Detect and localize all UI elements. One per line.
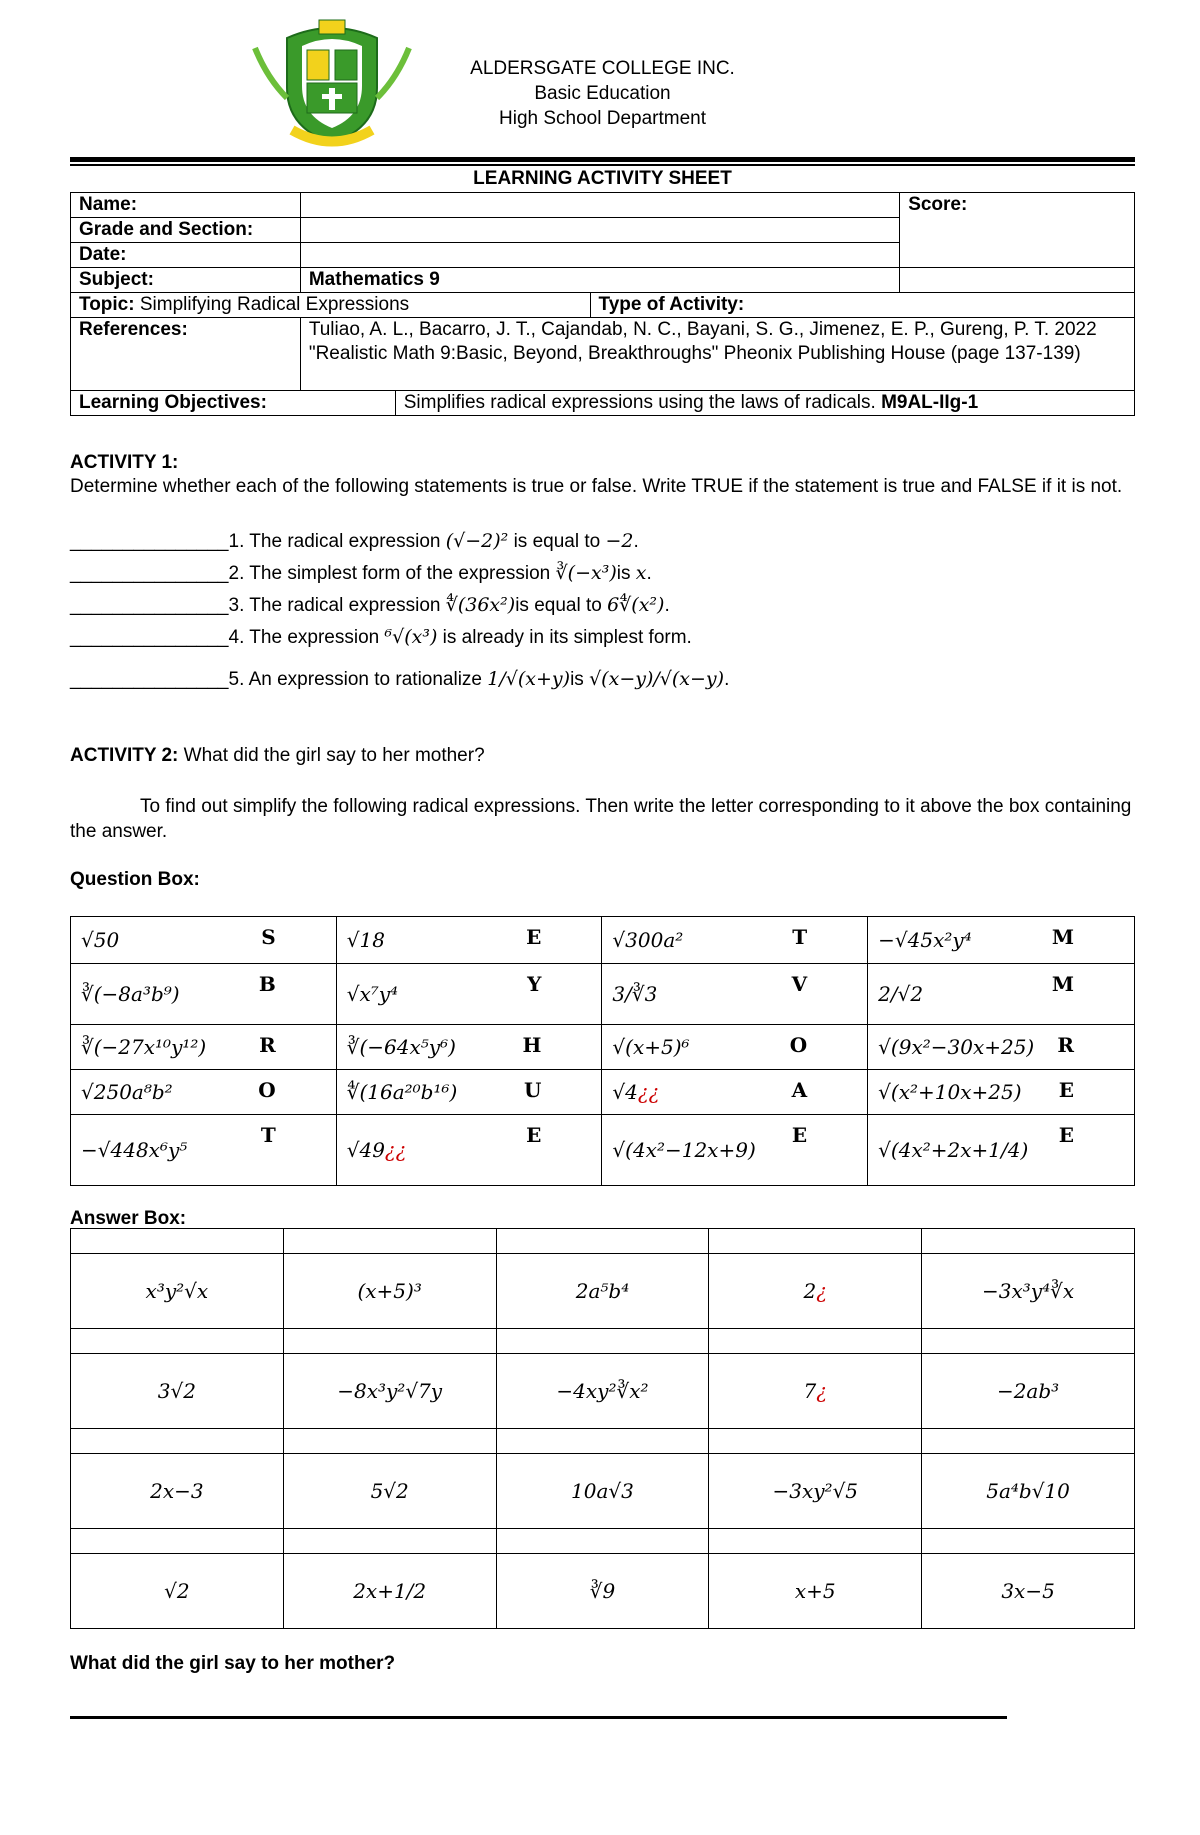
answer-expression: 7 xyxy=(803,1379,817,1403)
header-rule-thin xyxy=(70,164,1135,166)
question-letter: E xyxy=(791,1123,808,1147)
date-label: Date: xyxy=(71,243,301,268)
question-cell xyxy=(868,964,1135,1025)
answer-cell xyxy=(709,1254,922,1329)
statement-4 xyxy=(70,621,1135,654)
question-cell xyxy=(868,1070,1135,1115)
question-row xyxy=(71,1115,1135,1186)
letter-blank[interactable] xyxy=(71,1329,284,1354)
statement-text: 4. The expression xyxy=(228,627,385,648)
answer-expression: −3x³y⁴∛x xyxy=(982,1279,1075,1303)
score-field[interactable] xyxy=(900,268,1135,293)
question-cell xyxy=(868,1115,1135,1186)
activity1-title: ACTIVITY 1: xyxy=(70,452,179,473)
question-cell xyxy=(602,1025,868,1070)
answer-cell xyxy=(71,1454,284,1529)
letter-blank[interactable] xyxy=(709,1229,922,1254)
answer-expression: 10a√3 xyxy=(571,1479,634,1503)
answer-cell xyxy=(709,1354,922,1429)
answer-cell xyxy=(709,1454,922,1529)
question-expression: √x⁷y⁴ xyxy=(346,982,399,1006)
answer-row xyxy=(71,1254,1135,1329)
answer-cell xyxy=(496,1554,709,1629)
question-expression: ∛(−27x¹⁰y¹²) xyxy=(81,1035,207,1059)
question-expression: √4 xyxy=(612,1080,638,1104)
letter-row xyxy=(71,1429,1135,1454)
question-expression: √250a⁸b² xyxy=(81,1080,173,1104)
question-expression: 2/√2 xyxy=(878,982,924,1006)
header-rule-thick xyxy=(70,157,1135,162)
letter-blank[interactable] xyxy=(922,1229,1135,1254)
name-label: Name: xyxy=(71,193,301,218)
answer-expression: 2 xyxy=(803,1279,817,1303)
activity2-title: ACTIVITY 2: xyxy=(70,745,179,766)
question-expression: 3/∛3 xyxy=(612,982,658,1006)
question-box xyxy=(70,916,1135,1186)
question-expression: √18 xyxy=(346,928,385,952)
answer-expression: −4xy²∛x² xyxy=(556,1379,649,1403)
question-expression: √(4x²−12x+9) xyxy=(612,1138,756,1162)
letter-blank[interactable] xyxy=(71,1429,284,1454)
answer-cell xyxy=(283,1454,496,1529)
question-letter: E xyxy=(1058,1078,1074,1102)
activity2-question: What did the girl say to her mother? xyxy=(183,745,485,766)
question-cell xyxy=(336,964,602,1025)
letter-blank[interactable] xyxy=(922,1429,1135,1454)
answer-cell xyxy=(283,1554,496,1629)
question-cell xyxy=(336,1025,602,1070)
answer-expression-mark: ¿ xyxy=(816,1279,827,1303)
answer-box-label: Answer Box: xyxy=(70,1208,187,1229)
statement-end: . xyxy=(664,595,670,616)
answer-row xyxy=(71,1554,1135,1629)
answer-row xyxy=(71,1454,1135,1529)
answer-cell xyxy=(496,1254,709,1329)
question-expression: √(x+5)⁶ xyxy=(612,1035,690,1059)
answer-expression: 2x−3 xyxy=(150,1479,204,1503)
question-cell xyxy=(336,1115,602,1186)
question-letter: S xyxy=(261,925,276,949)
activity1-instructions: Determine whether each of the following statements is true or false. Write TRUE if the statement is true and FALSE if it is not. xyxy=(70,476,1123,497)
answer-cell xyxy=(709,1554,922,1629)
letter-blank[interactable] xyxy=(496,1429,709,1454)
question-cell xyxy=(868,1025,1135,1070)
school-department: High School Department xyxy=(499,108,706,129)
answer-cell xyxy=(922,1454,1135,1529)
question-letter: A xyxy=(791,1078,808,1102)
statement-text-2: is xyxy=(616,563,636,584)
question-expression: √300a² xyxy=(612,928,684,952)
references-value: Tuliao, A. L., Bacarro, J. T., Cajandab, N. C., Bayani, S. G., Jimenez, E. P., Gureng, P. T. 2022 "Realistic Math 9:Basic, Beyond, Breakthroughs" Pheonix Publishing House (page 137-139) xyxy=(300,318,1134,391)
question-expression: −√45x²y⁴ xyxy=(878,928,972,952)
type-label: Type of Activity: xyxy=(590,293,1134,318)
question-cell xyxy=(71,1115,337,1186)
answer-expression: 2x+1/2 xyxy=(353,1579,427,1603)
answer-expression: 3√2 xyxy=(157,1379,196,1403)
question-letter: H xyxy=(522,1033,542,1057)
statement-text: 3. The radical expression xyxy=(228,595,446,616)
letter-blank[interactable] xyxy=(283,1429,496,1454)
answer-blank[interactable]: _______________ xyxy=(70,563,229,584)
question-cell xyxy=(602,1070,868,1115)
question-cell xyxy=(71,1025,337,1070)
answer-cell xyxy=(283,1254,496,1329)
question-letter: O xyxy=(258,1078,276,1102)
answer-blank[interactable]: _______________ xyxy=(70,595,229,616)
question-expression-mark: ¿¿ xyxy=(637,1080,660,1104)
question-letter: U xyxy=(523,1078,542,1102)
answer-cell xyxy=(283,1354,496,1429)
letter-row xyxy=(71,1529,1135,1554)
letter-blank[interactable] xyxy=(496,1529,709,1554)
school-division: Basic Education xyxy=(534,83,671,104)
answer-expression: x³y²√x xyxy=(145,1279,209,1303)
answer-cell xyxy=(71,1254,284,1329)
date-field[interactable] xyxy=(300,243,899,268)
answer-expression: √2 xyxy=(164,1579,190,1603)
letter-blank[interactable] xyxy=(283,1229,496,1254)
answer-expression-mark: ¿ xyxy=(816,1379,827,1403)
question-expression: √49 xyxy=(346,1138,385,1162)
statement-expression-2: x xyxy=(635,562,647,584)
subject-label: Subject: xyxy=(71,268,301,293)
school-name: ALDERSGATE COLLEGE INC. xyxy=(470,58,735,79)
question-cell xyxy=(336,917,602,964)
statement-text-2: is xyxy=(570,669,590,690)
statement-expression-2: √(x−y)/√(x−y) xyxy=(589,668,725,690)
answer-cell xyxy=(71,1554,284,1629)
statement-2 xyxy=(70,557,1135,590)
letter-blank[interactable] xyxy=(496,1329,709,1354)
topic-value: Simplifying Radical Expressions xyxy=(139,294,410,315)
answer-cell xyxy=(71,1354,284,1429)
statement-text-2: is already in its simplest form. xyxy=(437,627,692,648)
answer-cell xyxy=(922,1554,1135,1629)
objectives-value: Simplifies radical expressions using the laws of radicals. xyxy=(403,392,876,413)
answer-expression: (x+5)³ xyxy=(357,1279,422,1303)
question-expression: √(9x²−30x+25) xyxy=(878,1035,1035,1059)
question-cell xyxy=(602,917,868,964)
statement-expression: ⁶√(x³) xyxy=(384,626,438,648)
question-expression: √50 xyxy=(81,928,120,952)
question-cell xyxy=(602,1115,868,1186)
topic-label: Topic: xyxy=(79,294,135,315)
score-label: Score: xyxy=(900,193,1135,268)
letter-blank[interactable] xyxy=(709,1529,922,1554)
letter-blank[interactable] xyxy=(709,1329,922,1354)
question-letter: E xyxy=(1058,1123,1074,1147)
statement-expression: (√−2)² xyxy=(445,530,509,552)
question-letter: B xyxy=(258,972,276,996)
info-table xyxy=(70,192,1135,416)
activity2-instructions: To find out simplify the following radical expressions. Then write the letter corresponding to it above the box containing the answer. xyxy=(70,796,1132,842)
answer-expression: ∛9 xyxy=(589,1579,616,1603)
letter-blank[interactable] xyxy=(922,1529,1135,1554)
topic-cell xyxy=(71,293,591,318)
question-expression: ∜(16a²⁰b¹⁶) xyxy=(346,1080,458,1104)
statement-text-2: is equal to xyxy=(508,531,606,552)
statement-text: 5. An expression to rationalize xyxy=(228,669,488,690)
statement-text: 1. The radical expression xyxy=(228,531,446,552)
question-row xyxy=(71,917,1135,964)
statement-text-2: is equal to xyxy=(515,595,608,616)
question-box-label: Question Box: xyxy=(70,869,200,890)
question-cell xyxy=(71,964,337,1025)
answer-expression: 3x−5 xyxy=(1001,1579,1055,1603)
answer-expression: x+5 xyxy=(794,1579,836,1603)
question-letter: O xyxy=(789,1033,808,1057)
answer-cell xyxy=(922,1254,1135,1329)
objectives-cell xyxy=(395,391,1134,416)
letter-row xyxy=(71,1329,1135,1354)
question-row xyxy=(71,1070,1135,1115)
subject-value: Mathematics 9 xyxy=(300,268,899,293)
question-letter: T xyxy=(792,925,808,949)
question-cell xyxy=(71,1070,337,1115)
answer-cell xyxy=(496,1354,709,1429)
question-row xyxy=(71,964,1135,1025)
question-cell xyxy=(868,917,1135,964)
letter-blank[interactable] xyxy=(496,1229,709,1254)
question-letter: E xyxy=(526,1123,542,1147)
answer-expression: 2a⁵b⁴ xyxy=(575,1279,630,1303)
grade-label: Grade and Section: xyxy=(71,218,301,243)
answer-row xyxy=(71,1354,1135,1429)
question-letter: Y xyxy=(527,972,542,996)
question-letter: M xyxy=(1051,925,1074,949)
letter-blank[interactable] xyxy=(71,1229,284,1254)
answer-blank[interactable]: _______________ xyxy=(70,531,229,552)
answer-cell xyxy=(922,1354,1135,1429)
statement-expression-2: 6∜(x²) xyxy=(607,594,665,616)
statement-5 xyxy=(70,663,1135,696)
answer-expression: −3xy²√5 xyxy=(772,1479,859,1503)
statement-expression: 1/√(x+y) xyxy=(487,668,571,690)
activity2-heading xyxy=(70,743,1135,768)
statement-end: . xyxy=(724,669,730,690)
answer-blank[interactable]: _______________ xyxy=(70,669,229,690)
question-cell xyxy=(336,1070,602,1115)
question-letter: T xyxy=(260,1123,276,1147)
question-cell xyxy=(71,917,337,964)
question-expression: √(x²+10x+25) xyxy=(878,1080,1022,1104)
statement-expression-2: −2 xyxy=(605,530,634,552)
question-letter: E xyxy=(526,925,542,949)
references-label: References: xyxy=(71,318,301,391)
objectives-code: M9AL-IIg-1 xyxy=(881,392,979,413)
objectives-label: Learning Objectives: xyxy=(71,391,396,416)
answer-line[interactable] xyxy=(70,1716,1007,1719)
letter-row xyxy=(71,1229,1135,1254)
question-expression-mark: ¿¿ xyxy=(384,1138,407,1162)
statement-expression: ∜(36x²) xyxy=(445,594,516,616)
letter-blank[interactable] xyxy=(709,1429,922,1454)
final-question: What did the girl say to her mother? xyxy=(70,1653,396,1674)
grade-field[interactable] xyxy=(300,218,899,243)
letter-blank[interactable] xyxy=(922,1329,1135,1354)
statement-end: . xyxy=(646,563,652,584)
answer-expression: −8x³y²√7y xyxy=(337,1379,443,1403)
sheet-title: LEARNING ACTIVITY SHEET xyxy=(473,168,732,189)
letter-blank[interactable] xyxy=(71,1529,284,1554)
question-expression: √(4x²+2x+1/4) xyxy=(878,1138,1029,1162)
question-letter: R xyxy=(1057,1033,1074,1057)
letter-blank[interactable] xyxy=(283,1329,496,1354)
answer-expression: −2ab³ xyxy=(996,1379,1060,1403)
statement-3 xyxy=(70,589,1135,622)
statement-end: . xyxy=(633,531,639,552)
answer-expression: 5a⁴b√10 xyxy=(986,1479,1070,1503)
question-row xyxy=(71,1025,1135,1070)
statement-expression: ∛(−x³) xyxy=(555,562,617,584)
statement-text: 2. The simplest form of the expression xyxy=(228,563,556,584)
question-letter: V xyxy=(791,972,808,996)
question-expression: −√448x⁶y⁵ xyxy=(81,1138,188,1162)
answer-blank[interactable]: _______________ xyxy=(70,627,229,648)
question-letter: M xyxy=(1051,972,1074,996)
question-expression: ∛(−8a³b⁹) xyxy=(81,982,180,1006)
name-field[interactable] xyxy=(300,193,899,218)
question-cell xyxy=(602,964,868,1025)
answer-box xyxy=(70,1228,1135,1629)
answer-expression: 5√2 xyxy=(370,1479,409,1503)
letter-blank[interactable] xyxy=(283,1529,496,1554)
answer-cell xyxy=(496,1454,709,1529)
question-expression: ∛(−64x⁵y⁶) xyxy=(346,1035,456,1059)
question-letter: R xyxy=(259,1033,276,1057)
statement-1 xyxy=(70,525,1135,558)
